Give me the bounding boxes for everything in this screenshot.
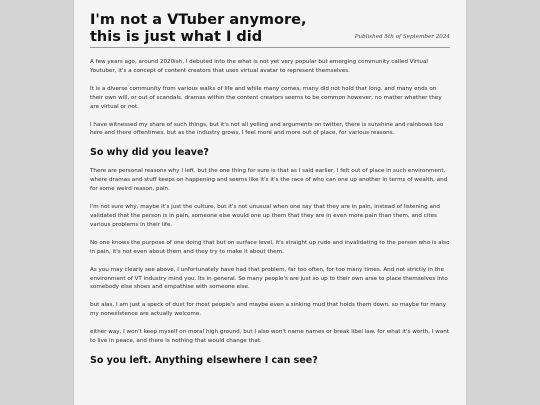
published-date: Published 5th of September 2024: [354, 34, 450, 40]
paragraph: I'm not sure why, maybe it's just the culture, but it's not unusual when one say that they are in pain, instead of listening and validated that the person is in pain, someone else would one up them that they are in even more pain than them, and cites various problems in their life.: [90, 204, 440, 228]
paragraph: As you may clearly see above, I unfortunately have had that problem, far too often, for too many times. And not strictly in the environment of VT industry mind you. Its in general. So many people's are just so up to their own arse to place themselves into somebody else shoes and empathise with someone else.: [90, 266, 448, 291]
paragraph: but alas, I am just a speck of dust for most people's and maybe even a sinking mud that holds them down. so maybe for many my nonexistence are actually welcome.: [90, 302, 447, 318]
article-header: [90, 12, 450, 46]
page-title: [90, 12, 450, 46]
paragraph: A few years ago, around 2020ish, I debuted into the what is not yet very popular but emerging community called Virtual Youtuber, it's a concept of content creators that uses virtual avatar to represent themselves.: [90, 59, 428, 74]
paragraph: No one knows the purpose of one doing that but on surface level, it's straight up rude and invalidating to the person who is also in pain, it's not even about them and they try to make it about them.: [90, 239, 450, 255]
title-line-1: I'm not a VTuber anymore,: [90, 12, 307, 28]
paragraph: It is a diverse community from various walks of life and while many comes, many did not hold that long. and many ends on their own will, or out of scandals. dramas within the content creators seems to be common however, no matter whether they are virtual or not.: [90, 85, 442, 110]
header-divider: [90, 47, 450, 48]
section-heading: So why did you leave?: [90, 147, 209, 159]
article-body: [90, 58, 450, 367]
title-line-2: this is just what I did: [90, 29, 263, 45]
section-heading: So you left. Anything elsewhere I can see?: [90, 354, 318, 366]
paragraph: either way, I won't keep myself on moral high ground, but I also won't name names or break libel law. for what it's worth, I want to live in peace, and there is nothing that would change that.: [90, 329, 449, 345]
article-page: [74, 0, 466, 405]
article-content: [90, 12, 450, 375]
paragraph: I have witnessed my share of such things, but it's not all yelling and arguments on twitter, there is sunshine and rainbows too here and there oftentimes. but as the industry grows, I feel more and more out of place, for various reasons.: [90, 121, 444, 137]
paragraph: There are personal reasons why I left. but the one thing for sure is that as I said earlier, I felt out of place in such environment, where dramas and stuff keeps on happening and seems like it's it's the race of who can one up another in terms of wealth, and for some weird reason, pain.: [90, 168, 448, 193]
